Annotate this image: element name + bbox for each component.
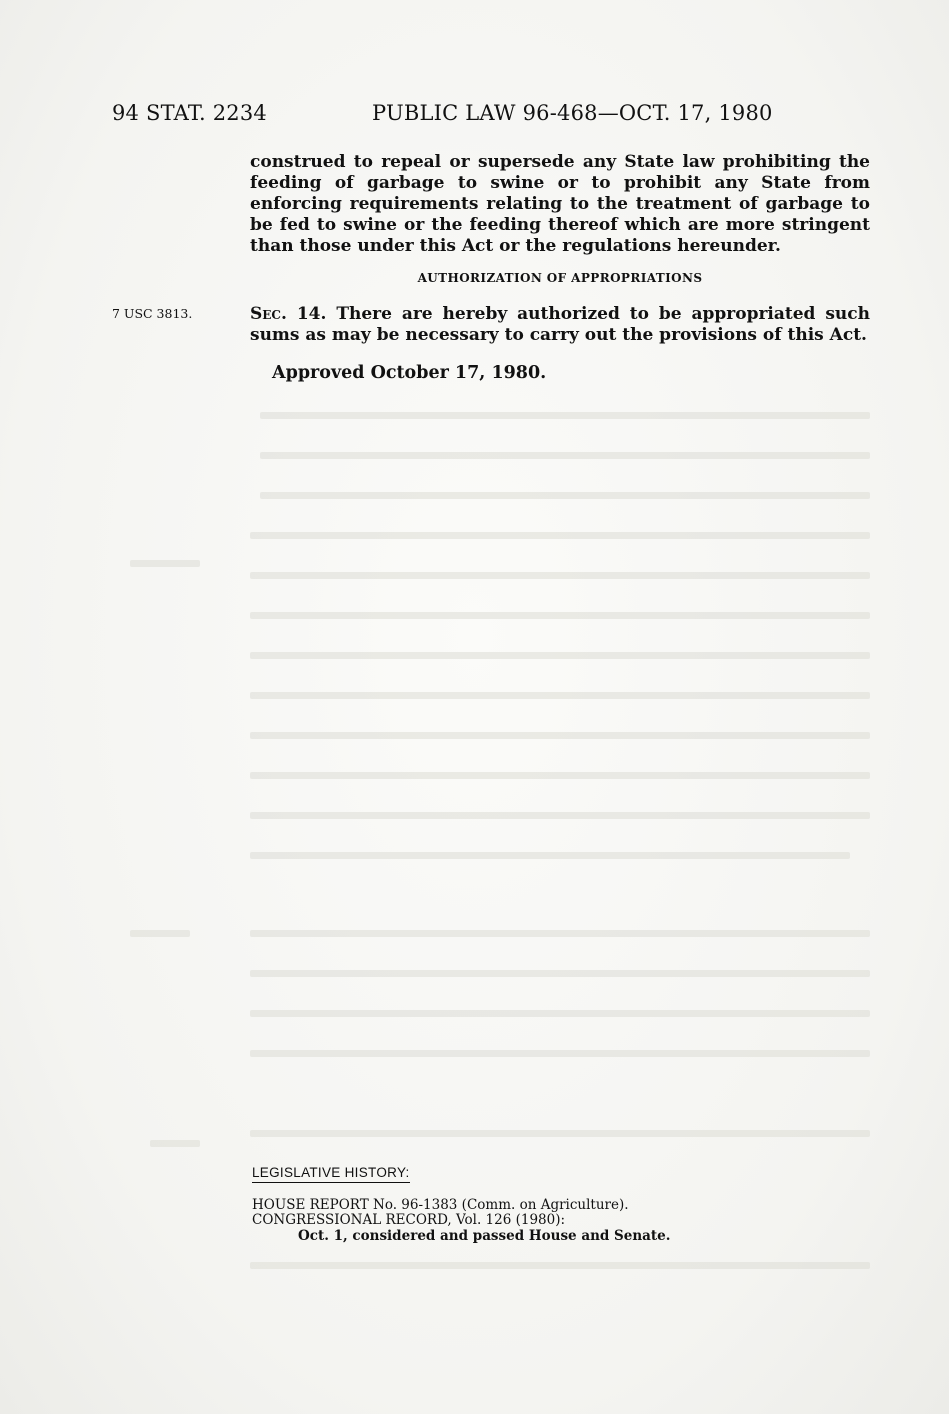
section-label	[250, 304, 326, 324]
section-14-text	[250, 304, 870, 346]
legislative-history-line: CONGRESSIONAL RECORD, Vol. 126 (1980):	[252, 1212, 566, 1228]
legislative-history-line: Oct. 1, considered and passed House and Senate.	[298, 1228, 671, 1244]
usc-margin-note: 7 USC 3813.	[112, 306, 193, 321]
section-heading: AUTHORIZATION OF APPROPRIATIONS	[417, 271, 703, 285]
section-label-number: 14.	[286, 304, 327, 324]
body-paragraph: construed to repeal or supersede any State law prohibiting the feeding of garbage to swine or to prohibit any State from enforcing requirements relating to the treatment of garbage to be fed to swine or the feeding thereof which are more stringent than those under this Act or the regulations hereunder.	[250, 152, 870, 256]
approval-date: Approved October 17, 1980.	[272, 363, 547, 383]
public-law-title: PUBLIC LAW 96-468—OCT. 17, 1980	[372, 101, 773, 125]
section-label-prefix: Sec.	[250, 304, 287, 324]
section-14-body: There are hereby authorized to be appropriated such sums as may be necessary to carry out the provisions of this Act.	[250, 304, 870, 345]
statute-page-number: 94 STAT. 2234	[112, 101, 267, 125]
legislative-history-title: LEGISLATIVE HISTORY:	[252, 1165, 410, 1183]
legislative-history-line: HOUSE REPORT No. 96-1383 (Comm. on Agriculture).	[252, 1197, 629, 1213]
